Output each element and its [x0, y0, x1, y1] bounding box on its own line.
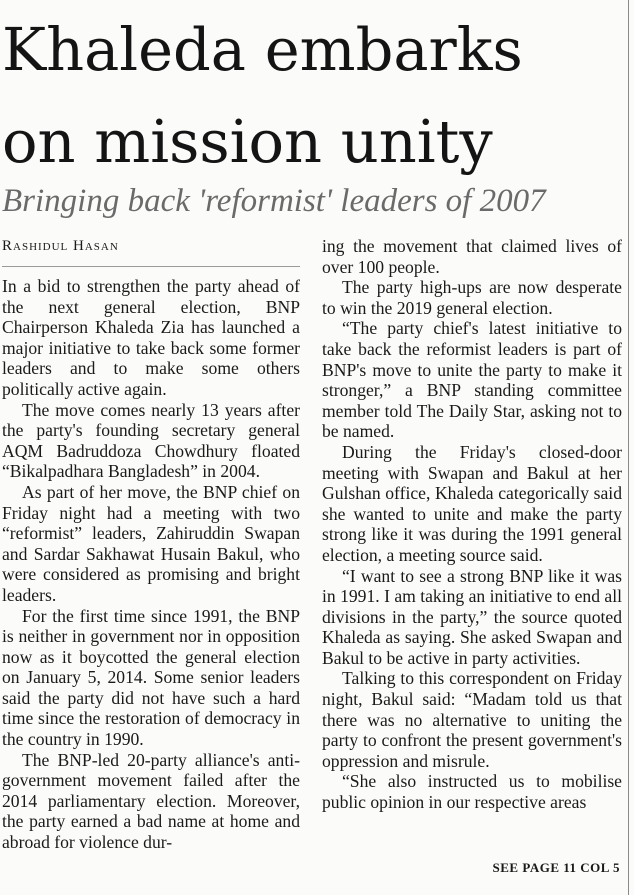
headline-line-2: on mission unity — [2, 107, 493, 176]
paragraph: Talking to this correspondent on Friday night, Bakul said: “Madam told us that there was no alternative to uniting the party to confront the present government's oppression and misrule. — [322, 668, 622, 771]
paragraph: For the first time since 1991, the BNP is neither in government nor in opposition now as it boycotted the general election on January 5, 2014. Some senior leaders said the party did not have such a hard time since the restoration of democracy in the country in 1990. — [2, 605, 300, 750]
byline — [2, 236, 300, 256]
column-divider — [628, 0, 629, 895]
article-column-left — [2, 236, 300, 853]
paragraph: The BNP-led 20-party alliance's anti-government movement failed after the 2014 parliamentary election. Moreover, the party earned a bad name at home and abroad for violence dur- — [2, 749, 300, 853]
headline — [2, 4, 626, 188]
paragraph: The party high-ups are now desperate to win the 2019 general election. — [322, 277, 622, 318]
paragraph: ing the movement that claimed lives of over 100 people. — [322, 236, 622, 277]
paragraph: “She also instructed us to mobilise public opinion in our respective areas — [322, 771, 622, 813]
byline-rule — [2, 266, 300, 267]
paragraph: As part of her move, the BNP chief on Friday night had a meeting with two “reformist” leaders, Zahiruddin Swapan and Sardar Sakhawat Husain Bakul, who were considered as promising and bright leaders. — [2, 481, 300, 605]
continuation-jump-line: SEE PAGE 11 COL 5 — [492, 860, 620, 875]
paragraph: “I want to see a strong BNP like it was in 1991. I am taking an initiative to end all divisions in the party,” the source quoted Khaleda as saying. She asked Swapan and Bakul to be active in party activities. — [322, 565, 623, 668]
paragraph: “The party chief's latest initiative to take back the reformist leaders is part of BNP's move to unite the party to make it stronger,” a BNP standing committee member told The Daily Star, asking not to be named. — [322, 318, 622, 442]
paragraph: In a bid to strengthen the party ahead of the next general election, BNP Chairperson Khaleda Zia has launched a major initiative to take back some former leaders and to make some others politically active again. — [2, 276, 300, 399]
paragraph: The move comes nearly 13 years after the party's founding secretary general AQM Badruddoza Chowdhury floated “Bikalpadhara Bangladesh” in 2004. — [2, 399, 300, 482]
article-column-right — [322, 236, 622, 813]
deck-subheadline: Bringing back 'reformist' leaders of 2007 — [2, 183, 546, 219]
headline-line-1: Khaleda embarks — [2, 15, 523, 84]
byline-text: Rashidul Hasan — [2, 238, 119, 254]
paragraph: During the Friday's closed-door meeting with Swapan and Bakul at her Gulshan office, Khaleda categorically said she wanted to unite and make the party strong like it was during the 1991 general election, a meeting source said. — [322, 441, 622, 565]
